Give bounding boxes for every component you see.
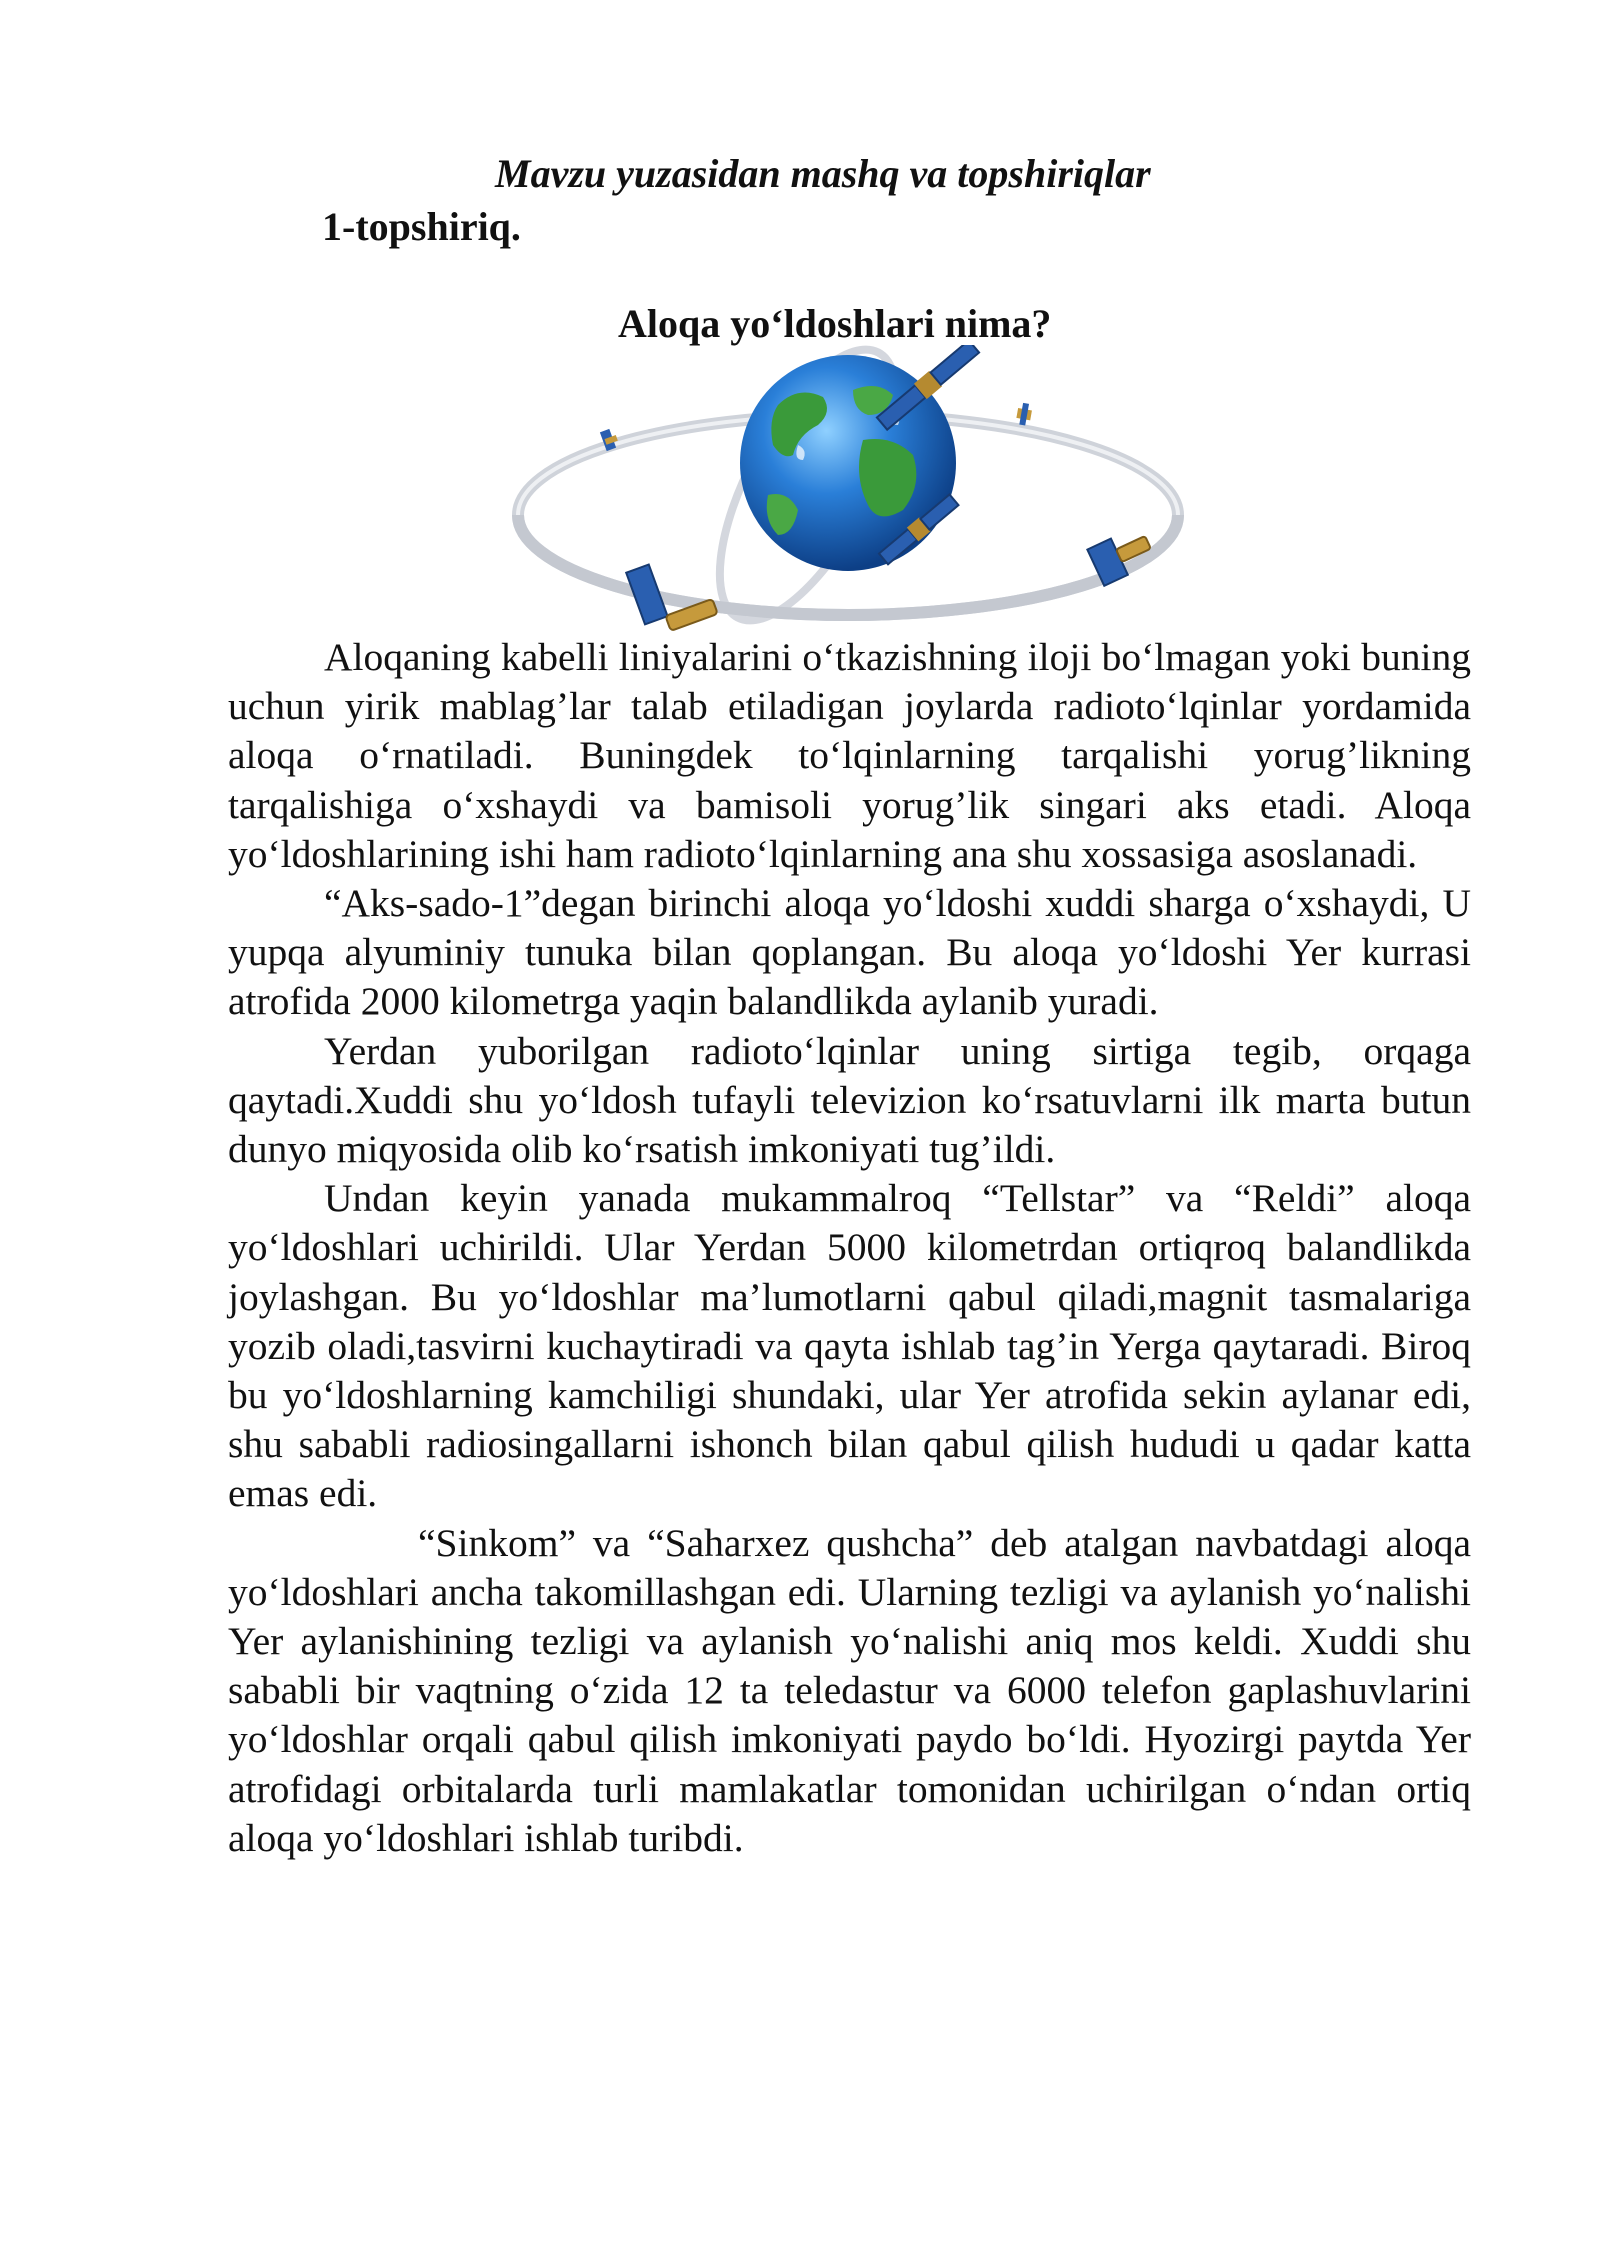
paragraph: “Sinkom” va “Saharxez qushcha” deb atalgan navbatdagi aloqa yo‘ldoshlari ancha takomillashgan edi. Ularning tezligi va aylanish yo‘nalishi Yer aylanishining tezligi va aylanish yo‘nalishi aniq mos keldi. Xuddi shu sababli bir vaqtning o‘zida 12 ta teledastur va 6000 telefon gaplashuvlarini yo‘ldoshlar orqali qabul qilish imkoniyati paydo bo‘ldi. Hyozirgi paytda Yer atrofidagi orbitalarda turli mamlakatlar tomonidan uchirilgan o‘ndan ortiq aloqa yo‘ldoshlari ishlab turibdi. <box>228 1520 1471 1860</box>
satellite-icon <box>1015 402 1033 426</box>
satellite-icon <box>626 548 718 635</box>
paragraph: Yerdan yuborilgan radioto‘lqinlar uning sirtiga tegib, orqaga qaytadi.Xuddi shu yo‘ldosh tufayli televizion ko‘rsatuvlarni ilk marta butun dunyo miqyosida olib ko‘rsatish imkoniyati tug’ildi. <box>228 1028 1471 1172</box>
task-label: 1-topshiriq. <box>322 204 521 249</box>
page-title: Mavzu yuzasidan mashq va topshiriqlar <box>495 151 1151 196</box>
paragraph: “Aks-sado-1”degan birinchi aloqa yo‘ldoshi xuddi sharga o‘xshaydi, U yupqa alyuminiy tunuka bilan qoplangan. Bu aloqa yo‘ldoshi Yer kurrasi atrofida 2000 kilometrga yaqin balandlikda aylanib yuradi. <box>228 881 1471 1024</box>
paragraph: Undan keyin yanada mukammalroq “Tellstar” va “Reldi” aloqa yo‘ldoshlari uchirildi. Ular Yerdan 5000 kilometrdan ortiqroq balandlikda joylashgan. Bu yo‘ldoshlar ma’lumotlarni qabul qiladi,magnit tasmalariga yozib oladi,tasvirni kuchaytiradi va qayta ishlab tag’in Yerga qaytaradi. Biroq bu yo‘ldoshlarning kamchiligi shundaki, ular Yer atrofida sekin aylanar edi, shu sababli radiosingallarni ishonch bilan qabul qilish hududi u qadar katta emas edi. <box>228 1176 1471 1516</box>
section-heading: Aloqa yo‘ldoshlari nima? <box>618 301 1052 346</box>
paragraph: Aloqaning kabelli liniyalarini o‘tkazishning iloji bo‘lmagan yoki buning uchun yirik mablag’lar talab etiladigan joylarda radioto‘lqinlar yordamida aloqa o‘rnatiladi. Buningdek to‘lqinlarning tarqalishi yorug’likning tarqalishiga o‘xshaydi va bamisoli yorug’lik singari aks etadi. Aloqa yo‘ldoshlarining ishi ham radioto‘lqinlarning ana shu xossasiga asoslanadi. <box>228 635 1471 876</box>
document-body <box>228 633 1471 1863</box>
earth-satellites-illustration <box>508 345 1198 635</box>
